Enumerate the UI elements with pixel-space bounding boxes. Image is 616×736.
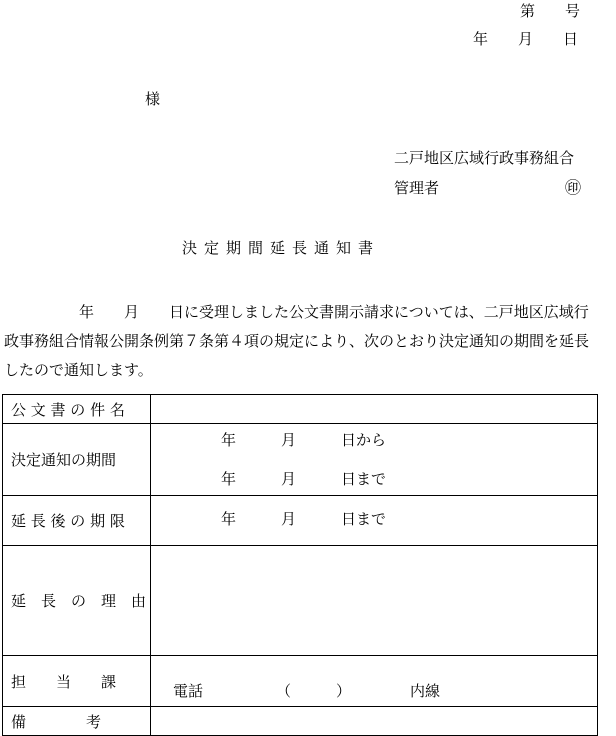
contact-section-label: 担 当 課 <box>3 656 151 707</box>
body-line: 政事務組合情報公開条例第７条第４項の規定により、次のとおり決定通知の期間を延長 <box>4 332 590 350</box>
remarks-label: 備 考 <box>3 707 151 736</box>
document-name-label: 公 文 書 の 件 名 <box>3 395 151 424</box>
table-row <box>3 707 598 736</box>
reason-field[interactable] <box>151 546 598 656</box>
deadline-field[interactable] <box>151 496 598 546</box>
document-name-field[interactable] <box>151 395 598 424</box>
table-row <box>3 395 598 424</box>
seal-icon: ㊞ <box>565 178 582 197</box>
table-row <box>3 496 598 546</box>
reason-label: 延 長 の 理 由 <box>3 546 151 656</box>
table-row <box>3 656 598 707</box>
deadline-label: 延 長 後 の 期 限 <box>3 496 151 546</box>
period-from: 年 月 日から <box>221 431 387 449</box>
contact-field[interactable] <box>151 656 598 707</box>
addressee-suffix: 様 <box>145 90 161 108</box>
page-title: 決定期間延長通知書 <box>182 239 381 257</box>
document-number: 第 号 <box>520 2 581 20</box>
body-line: 年 月 日に受理しました公文書開示請求については、二戸地区広域行 <box>4 303 589 321</box>
remarks-field[interactable] <box>151 707 598 736</box>
extension-form-table <box>2 394 598 736</box>
period-to: 年 月 日まで <box>221 470 387 488</box>
deadline-value: 年 月 日まで <box>221 510 387 528</box>
body-paragraph <box>4 298 614 385</box>
issue-date: 年 月 日 <box>473 30 579 48</box>
body-line: したので通知します。 <box>4 361 153 379</box>
sender-organization: 二戸地区広域行政事務組合 <box>394 149 575 167</box>
extension-label: 内線 <box>410 682 441 700</box>
table-row <box>3 424 598 496</box>
decision-period-label: 決定通知の期間 <box>3 424 151 496</box>
decision-period-field[interactable] <box>151 424 598 496</box>
table-row <box>3 546 598 656</box>
phone-label: 電話 <box>173 682 204 700</box>
phone-area-code: （ ） <box>276 682 352 700</box>
sender-role: 管理者 <box>394 179 440 197</box>
